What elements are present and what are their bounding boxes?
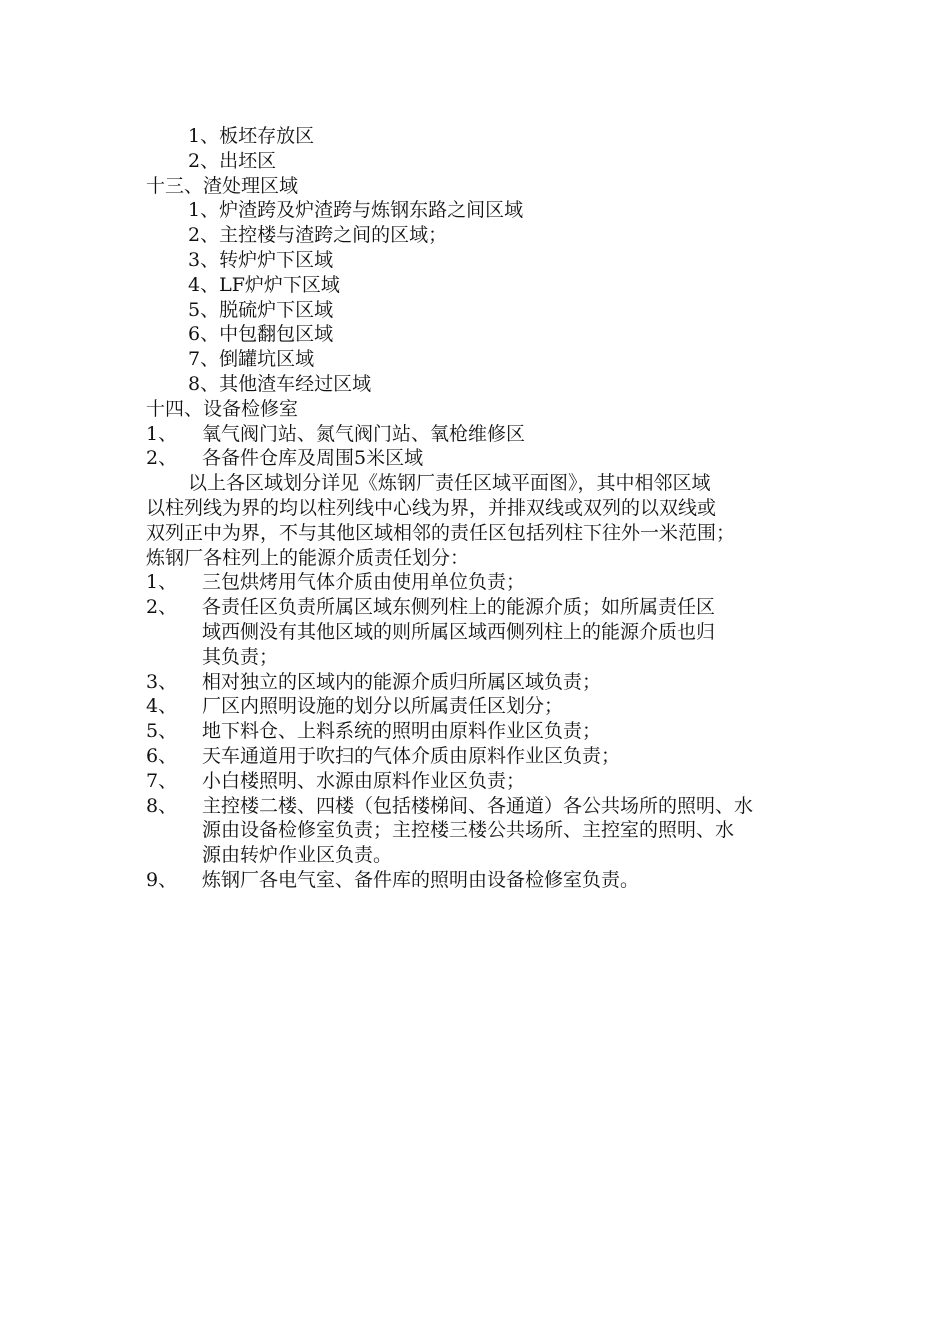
energy-item [146,719,826,744]
item-text: 域西侧没有其他区域的则所属区域西侧列柱上的能源介质也归 [202,620,716,643]
energy-item [146,794,826,868]
item-text: 地下料仓、上料系统的照明由原料作业区负责； [202,720,602,743]
document-body [146,124,826,893]
list-item [146,422,826,447]
item-text: 各责任区负责所属区域东侧列柱上的能源介质；如所属责任区 [202,596,716,619]
item-text: 源由转炉作业区负责。 [202,844,393,867]
energy-item [146,868,826,893]
section-heading-13: 十三、渣处理区域 [146,174,299,197]
item-number: 6、 [146,744,178,767]
item-text: 其负责； [202,645,279,668]
item-text: 主控楼二楼、四楼（包括楼梯间、各通道）各公共场所的照明、水 [202,794,754,817]
item-number: 2、 [146,447,178,470]
list-item: 3、转炉炉下区域 [188,248,334,271]
item-text: 三包烘烤用气体介质由使用单位负责； [202,571,526,594]
item-text: 各备件仓库及周围5米区域 [202,447,424,470]
list-item: 1、板坯存放区 [188,125,315,147]
list-item: 7、倒罐坑区域 [188,348,315,371]
item-number: 9、 [146,868,178,891]
item-text: 炼钢厂各电气室、备件库的照明由设备检修室负责。 [202,868,640,891]
section-heading-14: 十四、设备检修室 [146,397,299,420]
paragraph-line: 双列正中为界，不与其他区域相邻的责任区包括列柱下往外一米范围； [146,521,736,544]
item-number: 1、 [146,571,178,594]
list-item [146,446,826,471]
energy-item [146,769,826,794]
list-item: 4、LF炉炉下区域 [188,273,340,296]
list-item: 5、脱硫炉下区域 [188,298,334,321]
item-text: 厂区内照明设施的划分以所属责任区划分； [202,695,564,718]
list-item: 8、其他渣车经过区域 [188,372,372,395]
paragraph-line: 以上各区域划分详见《炼钢厂责任区域平面图》，其中相邻区域 [188,472,711,495]
item-number: 1、 [146,422,178,445]
list-item: 2、出坯区 [188,149,277,172]
item-number: 5、 [146,720,178,743]
item-text: 源由设备检修室负责；主控楼三楼公共场所、主控室的照明、水 [202,819,735,842]
energy-item [146,694,826,719]
energy-item [146,595,826,669]
list-item: 6、中包翻包区域 [188,323,334,346]
item-number: 2、 [146,596,178,619]
paragraph-line: 以柱列线为界的均以柱列线中心线为界，并排双线或双列的以双线或 [146,496,717,519]
energy-item [146,744,826,769]
energy-item [146,570,826,595]
item-text: 相对独立的区域内的能源介质归所属区域负责； [202,670,602,693]
energy-item [146,670,826,695]
paragraph-line: 炼钢厂各柱列上的能源介质责任划分： [146,546,470,569]
item-text: 天车通道用于吹扫的气体介质由原料作业区负责； [202,744,621,767]
item-number: 3、 [146,670,178,693]
list-item: 1、炉渣跨及炉渣跨与炼钢东路之间区域 [188,199,524,222]
item-text: 小白楼照明、水源由原料作业区负责； [202,769,526,792]
item-number: 8、 [146,794,178,817]
item-number: 4、 [146,695,178,718]
item-text: 氧气阀门站、氮气阀门站、氧枪维修区 [202,422,526,445]
item-number: 7、 [146,769,178,792]
list-item: 2、主控楼与渣跨之间的区域； [188,224,448,247]
